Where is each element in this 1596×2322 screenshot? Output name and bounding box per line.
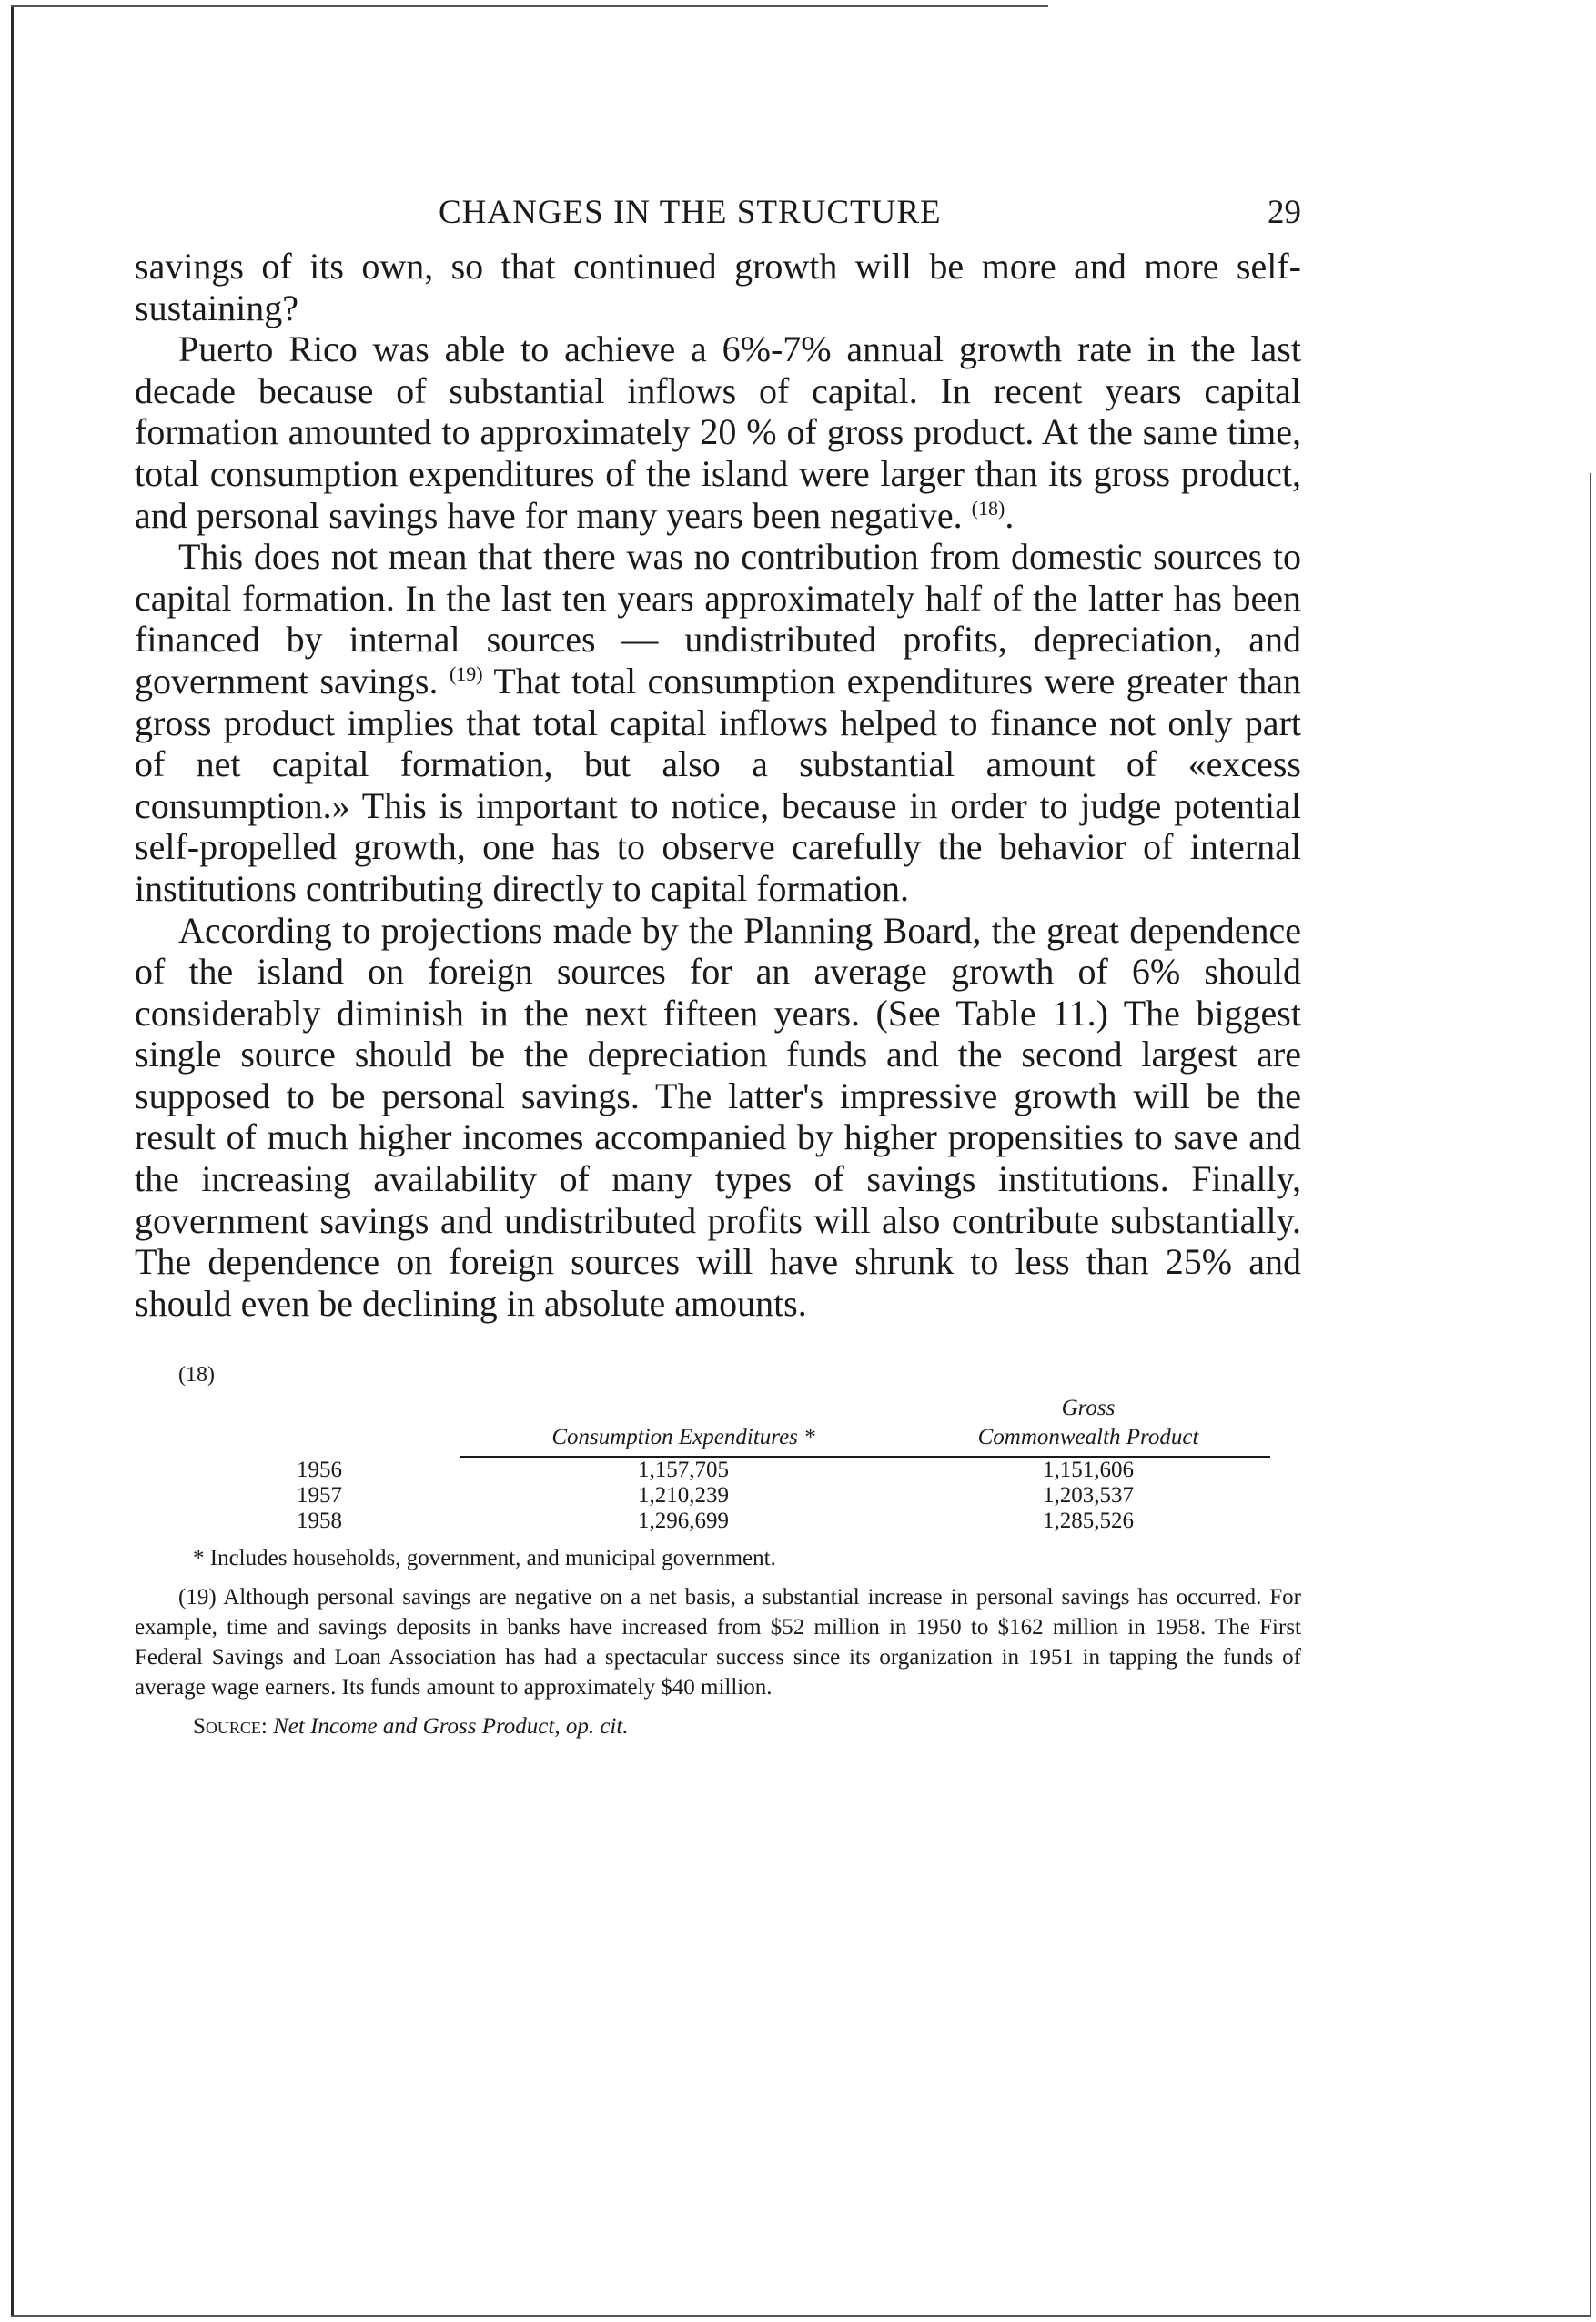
table-header-year — [135, 1394, 460, 1457]
footnote-18-label: (18) — [178, 1363, 215, 1388]
footnotes — [135, 1360, 1301, 1742]
paragraph-1: savings of its own, so that continued growth will be more and more self-sustaining? — [135, 246, 1301, 328]
table-cell-year: 1956 — [297, 1457, 342, 1482]
table-header-gcp — [906, 1394, 1270, 1457]
table-row — [135, 1457, 1270, 1483]
footnote-ref-19: (19) — [449, 661, 483, 685]
source-text: Net Income and Gross Product, op. cit. — [273, 1714, 629, 1740]
page-frame-right — [1590, 473, 1591, 2317]
footnote-ref-18: (18) — [971, 496, 1005, 520]
table-cell-consumption: 1,296,699 — [638, 1509, 729, 1534]
table-cell-gcp: 1,285,526 — [1043, 1509, 1134, 1534]
paragraph-4: According to projections made by the Planning Board, the great dependence of the island on foreign sources for an average growth of 6% should considerably diminish in the next fifteen years. (See Table 11.) The biggest single source should be the depreciation funds and the second largest are supposed to be personal savings. The latter's impressive growth will be the result of much higher incomes accompanied by higher propensities to save and the increasing availability of many types of savings institutions. Finally, government savings and undistributed profits will also contribute substantially. The dependence on foreign sources will have shrunk to less than 25% and should even be declining in absolute amounts. — [135, 909, 1301, 1324]
table-cell-gcp: 1,203,537 — [1043, 1483, 1134, 1509]
body-text — [135, 246, 1301, 1324]
running-head — [135, 182, 1301, 246]
paragraph-2: Puerto Rico was able to achieve a 6%-7% annual growth rate in the last decade because of substantial inflows of capital. In recent years capital formation amounted to approximately 20 % of gross product. At the same time, total consumption expenditures of the island were larger than its gross product, and personal savings have for many years been negative. $^{(18)}$. — [135, 328, 1301, 536]
page-frame-top — [11, 5, 1048, 7]
source-line — [193, 1711, 1301, 1742]
table-row — [135, 1483, 1270, 1509]
running-title: CHANGES IN THE STRUCTURE — [439, 194, 942, 231]
paragraph-3-text-a: This does not mean that there was no contribution from domestic sources to capital formation. In the last ten years approximately half of the latter has been financed by internal sources — undistributed profits, depreciation, and government savings. — [135, 536, 1301, 702]
table-cell-consumption: 1,210,239 — [638, 1483, 729, 1509]
asterisk-note: * Includes households, government, and municipal government. — [193, 1546, 776, 1571]
footnote-19: (19) Although personal savings are negative on a net basis, a substantial increase in personal savings has occurred. For example, time and savings deposits in banks have increased from $52 million in 1950 to $162 million in 1958. The First Federal Savings and Loan Association has had a spectacular success since its organization in 1951 in tapping the funds of average wage earners. Its funds amount to approximately $40 million. — [135, 1585, 1301, 1701]
table-cell-consumption: 1,157,705 — [638, 1458, 729, 1483]
paragraph-2-text: Puerto Rico was able to achieve a 6%-7% annual growth rate in the last decade because of substantial inflows of capital. In recent years capital formation amounted to approximately 20 % of gross product. At the same time, total consumption expenditures of the island were larger than its gross product, and personal savings have for many years been negative. — [135, 328, 1301, 536]
footnote-18-table — [135, 1394, 1270, 1534]
table-cell-year: 1957 — [297, 1483, 342, 1509]
paragraph-3-text-b: That total consumption expenditures were greater than gross product implies that total capital inflows helped to finance not only part of net capital formation, but also a substantial amount of «excess consumption.» This is important to notice, because in order to judge potential self-propelled growth, one has to observe carefully the behavior of internal institutions contributing directly to capital formation. — [135, 660, 1302, 909]
table-header-gcp-line2: Commonwealth Product — [977, 1425, 1199, 1450]
page-number: 29 — [1268, 194, 1301, 231]
paragraph-3 — [135, 536, 1301, 909]
page-frame-left — [11, 5, 14, 2317]
table-header-consumption: Consumption Expenditures * — [460, 1394, 906, 1457]
table-cell-gcp: 1,151,606 — [1043, 1458, 1134, 1483]
book-page — [135, 182, 1301, 1742]
table-row — [135, 1509, 1270, 1534]
table-header-gcp-line1: Gross — [1061, 1396, 1116, 1421]
table-cell-year: 1958 — [297, 1509, 342, 1534]
source-label: Source: — [193, 1714, 268, 1740]
page-frame-bottom — [11, 2315, 1590, 2317]
table-header-row — [135, 1394, 1270, 1457]
